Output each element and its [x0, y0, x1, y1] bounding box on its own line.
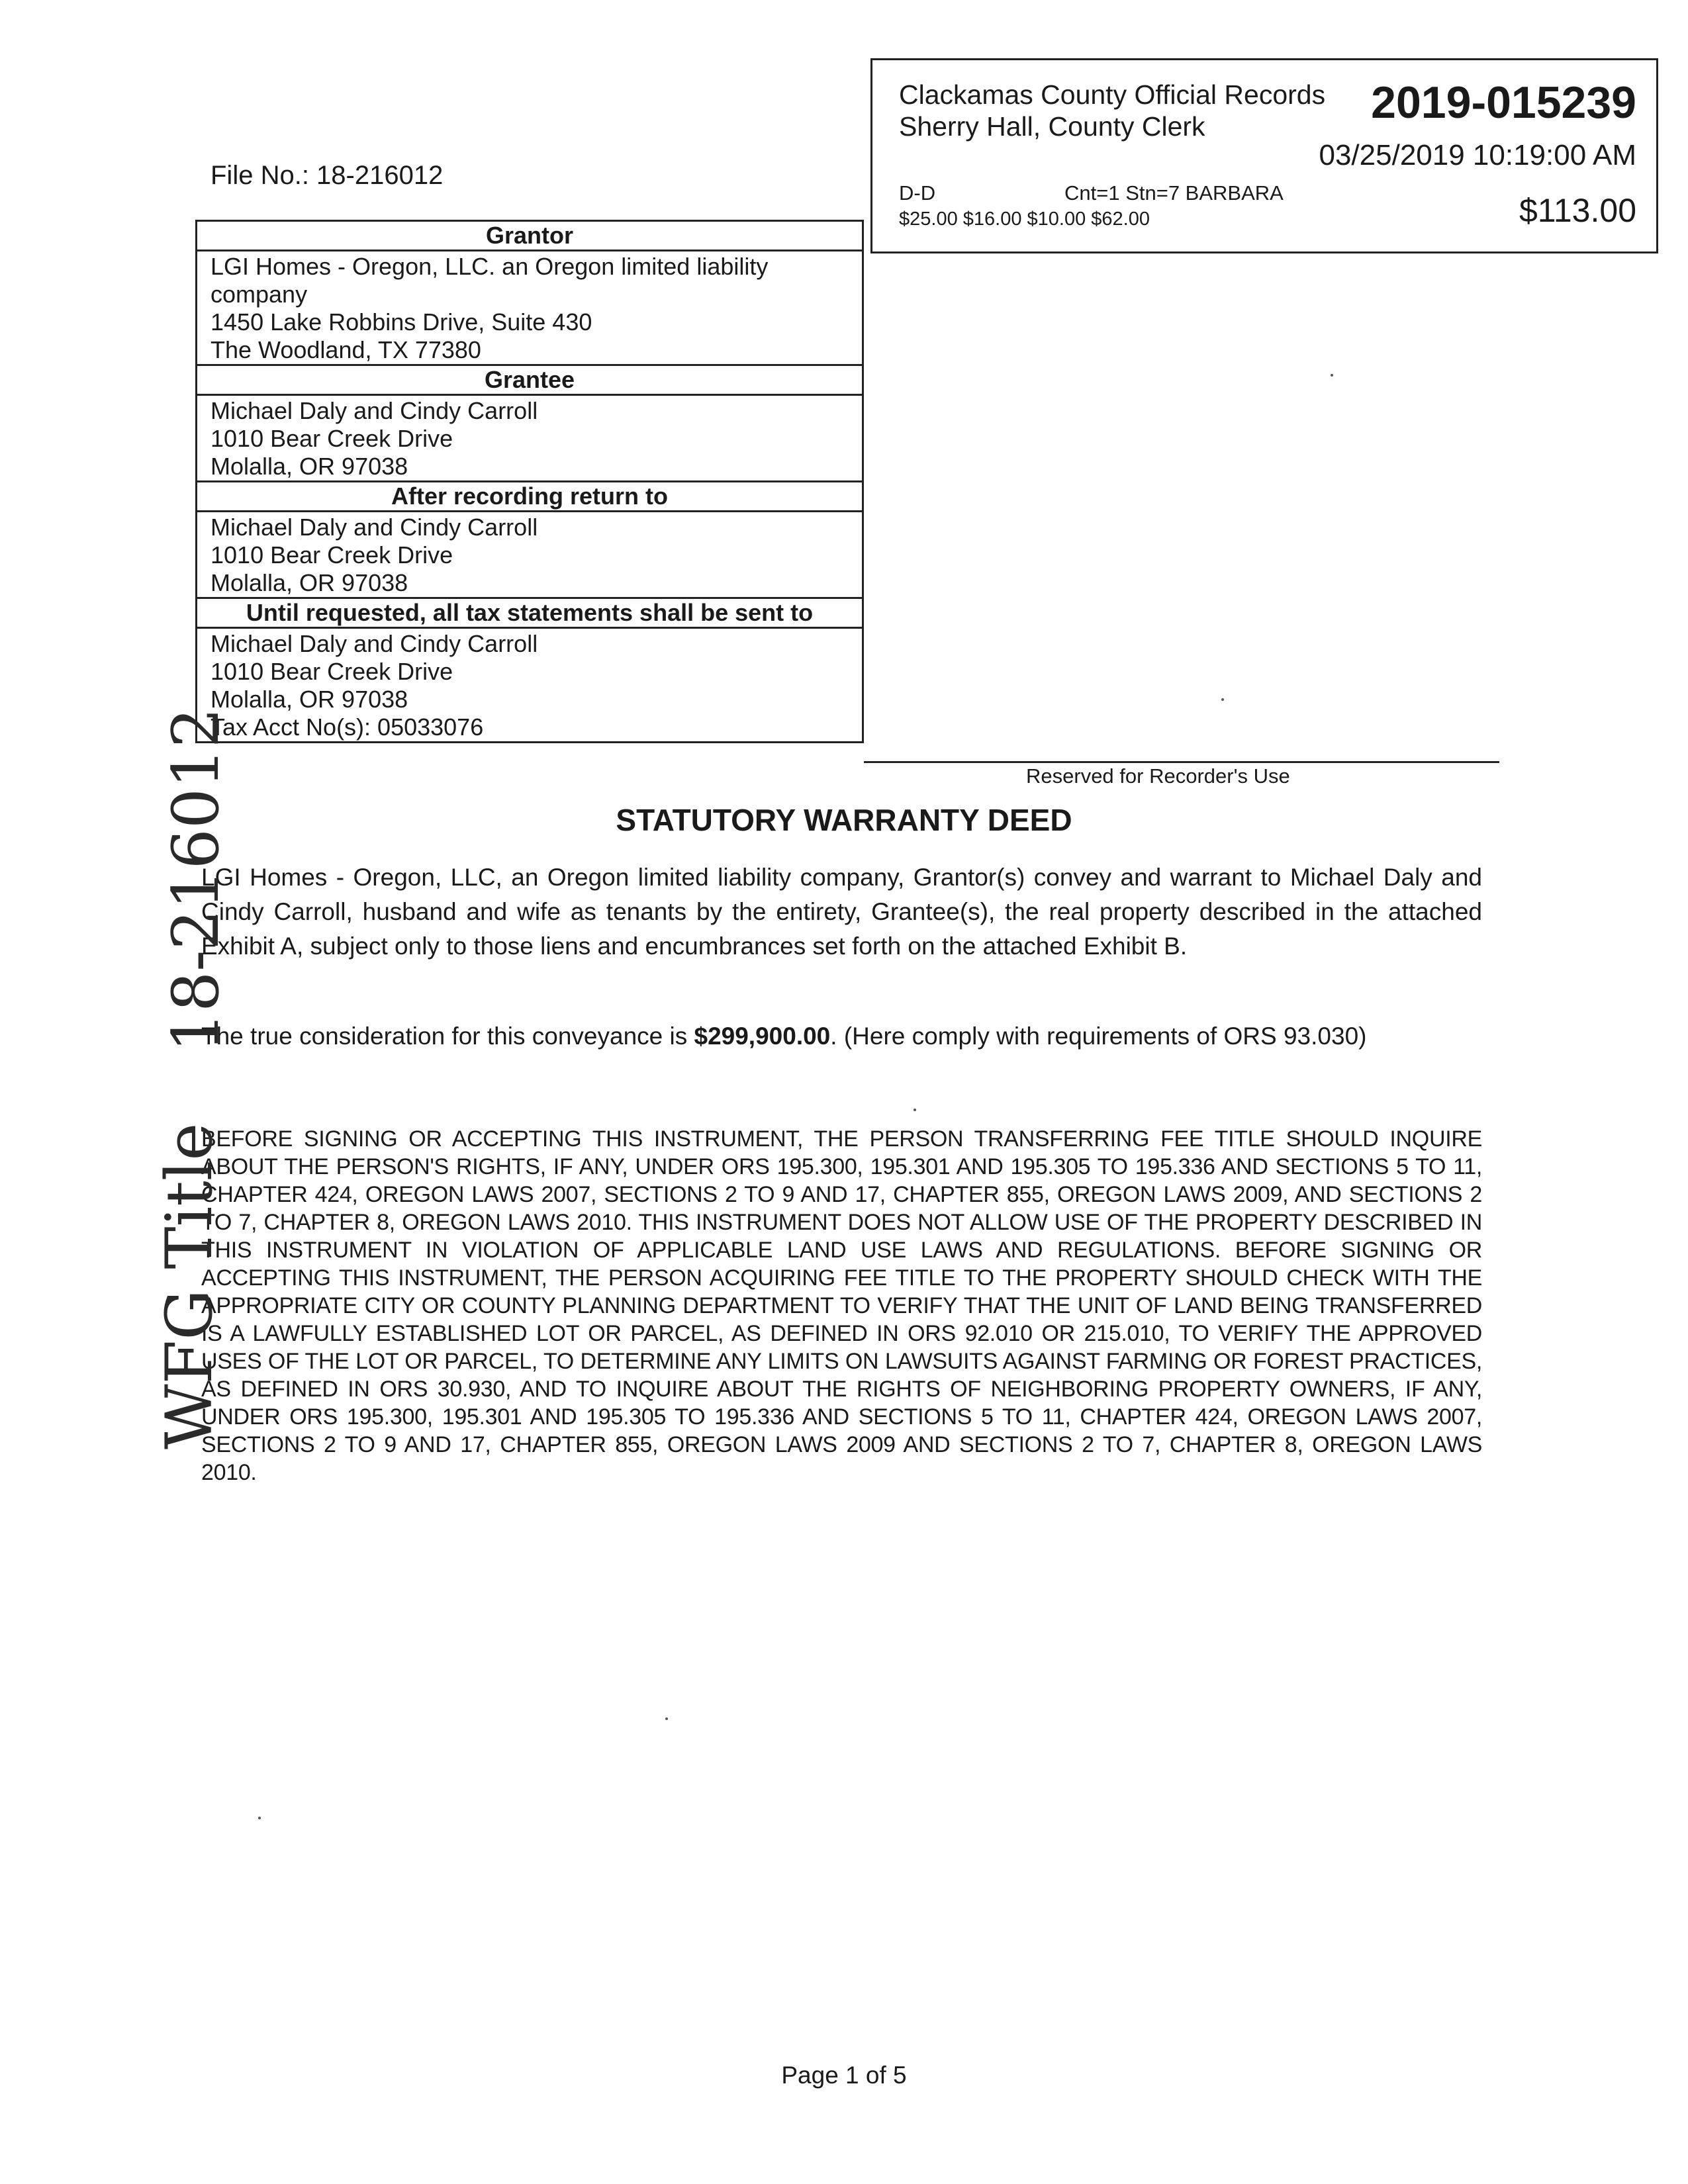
return-to-line: Michael Daly and Cindy Carroll: [211, 514, 538, 541]
recording-total: $113.00: [1519, 192, 1636, 229]
return-to-line: 1010 Bear Creek Drive: [211, 541, 453, 569]
document-code: D-D: [899, 181, 936, 205]
return-to-line: Molalla, OR 97038: [211, 569, 408, 596]
consideration-prefix: The true consideration for this conveyance is: [201, 1023, 694, 1050]
consideration-amount: $299,900.00: [694, 1023, 831, 1050]
grantee-block: [197, 396, 862, 482]
page-number: Page 1 of 5: [781, 2062, 907, 2089]
scan-speck: [1331, 374, 1333, 377]
recording-counts: Cnt=1 Stn=7 BARBARA: [1064, 181, 1284, 205]
handwritten-company-name: WFG Title: [152, 1122, 226, 1449]
party-info-table: [195, 220, 864, 743]
scan-speck: [914, 1109, 916, 1111]
scan-speck: [665, 1717, 668, 1720]
reserved-for-recorder-label: Reserved for Recorder's Use: [1026, 764, 1290, 788]
grantee-header: Grantee: [197, 366, 862, 396]
grantor-line: LGI Homes - Oregon, LLC. an Oregon limited liability: [211, 253, 769, 280]
tax-statements-header: Until requested, all tax statements shall be sent to: [197, 599, 862, 629]
tax-account-number: Tax Acct No(s): 05033076: [211, 713, 484, 741]
file-number: File No.: 18-216012: [211, 161, 444, 190]
conveyance-paragraph: LGI Homes - Oregon, LLC, an Oregon limited liability company, Grantor(s) convey and warrant to Michael Daly and Cindy Carroll, husband and wife as tenants by the entirety, Grantee(s), the real property described in the attached Exhibit A, subject only to those liens and encumbrances set forth on the attached Exhibit B.: [201, 864, 1482, 960]
recording-datetime: 03/25/2019 10:19:00 AM: [1319, 139, 1636, 171]
recording-fees: $25.00 $16.00 $10.00 $62.00: [899, 208, 1150, 230]
grantor-header: Grantor: [197, 222, 862, 251]
county-records-label: Clackamas County Official Records: [899, 79, 1326, 110]
tax-statements-line: Molalla, OR 97038: [211, 686, 408, 713]
handwritten-margin-notes: [99, 707, 233, 1449]
handwritten-file-number: 18-216012: [159, 707, 233, 1052]
tax-statements-line: Michael Daly and Cindy Carroll: [211, 630, 538, 657]
grantee-line: Molalla, OR 97038: [211, 453, 408, 480]
recorder-stamp-box: [870, 58, 1658, 253]
grantor-line: The Woodland, TX 77380: [211, 336, 481, 363]
scan-speck: [1221, 698, 1224, 701]
document-number: 2019-015239: [1371, 77, 1636, 128]
grantee-line: Michael Daly and Cindy Carroll: [211, 397, 538, 424]
grantee-line: 1010 Bear Creek Drive: [211, 425, 453, 452]
return-to-block: [197, 512, 862, 599]
return-to-header: After recording return to: [197, 482, 862, 512]
consideration-paragraph: [201, 1019, 1482, 1054]
deed-title: STATUTORY WARRANTY DEED: [616, 803, 1072, 837]
grantor-line: company: [211, 281, 308, 308]
land-use-notice: BEFORE SIGNING OR ACCEPTING THIS INSTRUMENT, THE PERSON TRANSFERRING FEE TITLE SHOULD INQUIRE ABOUT THE PERSON'S RIGHTS, IF ANY, UNDER ORS 195.300, 195.301 AND 195.305 TO 195.336 AND SECTIONS 5 TO 11, CHAPTER 424, OREGON LAWS 2007, SECTIONS 2 TO 9 AND 17, CHAPTER 855, OREGON LAWS 2009, AND SECTIONS 2 TO 7, CHAPTER 8, OREGON LAWS 2010. THIS INSTRUMENT DOES NOT ALLOW USE OF THE PROPERTY DESCRIBED IN THIS INSTRUMENT IN VIOLATION OF APPLICABLE LAND USE LAWS AND REGULATIONS. BEFORE SIGNING OR ACCEPTING THIS INSTRUMENT, THE PERSON ACQUIRING FEE TITLE TO THE PROPERTY SHOULD CHECK WITH THE APPROPRIATE CITY OR COUNTY PLANNING DEPARTMENT TO VERIFY THAT THE UNIT OF LAND BEING TRANSFERRED IS A LAWFULLY ESTABLISHED LOT OR PARCEL, AS DEFINED IN ORS 92.010 OR 215.010, TO VERIFY THE APPROVED USES OF THE LOT OR PARCEL, TO DETERMINE ANY LIMITS ON LAWSUITS AGAINST FARMING OR FOREST PRACTICES, AS DEFINED IN ORS 30.930, AND TO INQUIRE ABOUT THE RIGHTS OF NEIGHBORING PROPERTY OWNERS, IF ANY, UNDER ORS 195.300, 195.301 AND 195.305 TO 195.336 AND SECTIONS 5 TO 11, CHAPTER 424, OREGON LAWS 2007, SECTIONS 2 TO 9 AND 17, CHAPTER 855, OREGON LAWS 2009 AND SECTIONS 2 TO 7, CHAPTER 8, OREGON LAWS 2010.: [201, 1126, 1482, 1485]
grantor-block: [197, 251, 862, 366]
reserved-divider: [864, 761, 1499, 763]
tax-statements-line: 1010 Bear Creek Drive: [211, 658, 453, 685]
grantor-line: 1450 Lake Robbins Drive, Suite 430: [211, 308, 592, 336]
scan-speck: [258, 1817, 261, 1819]
county-clerk-label: Sherry Hall, County Clerk: [899, 111, 1205, 142]
consideration-suffix: . (Here comply with requirements of ORS 93.030): [830, 1023, 1367, 1050]
tax-statements-block: [197, 629, 862, 741]
